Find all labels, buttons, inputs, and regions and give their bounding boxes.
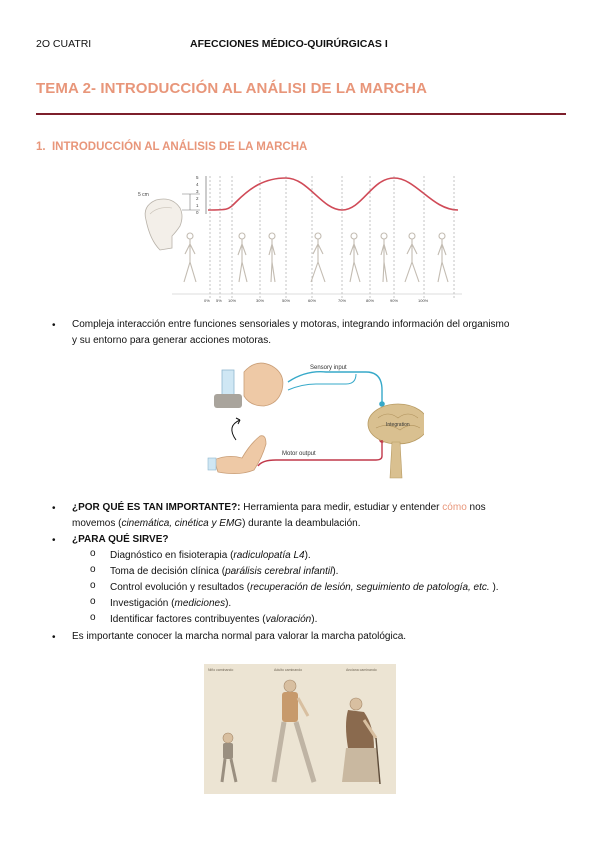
y-tick: 5	[196, 175, 199, 180]
y-tick: 2	[196, 196, 199, 201]
paragraph-importance	[72, 500, 486, 532]
section-number: 1.	[36, 141, 46, 153]
use-item: Toma de decisión clínica (parálisis cerebral infantil).	[110, 566, 339, 577]
y-tick: 4	[196, 182, 199, 187]
importance-text-end: nos	[466, 502, 486, 513]
use-item: Control evolución y resultados (recuperación de lesión, seguimiento de patología, etc. ).	[110, 582, 499, 593]
head-icon	[244, 363, 283, 406]
title-divider	[36, 113, 566, 115]
x-tick: 5%	[216, 298, 222, 303]
use-item: Diagnóstico en fisioterapia (radiculopatía L4).	[110, 550, 311, 561]
sub-bullet-marker: o	[90, 564, 96, 575]
x-tick: 0%	[204, 298, 210, 303]
x-tick: 10%	[228, 298, 237, 303]
x-tick: 80%	[366, 298, 375, 303]
hand-icon	[214, 394, 242, 408]
scale-label: 5 cm	[138, 192, 149, 198]
sensory-input-label: Sensory input	[310, 365, 347, 371]
elder-label: Anciana caminando	[346, 668, 377, 672]
paragraph-definition	[72, 317, 509, 349]
sub-bullet-marker: o	[90, 596, 96, 607]
x-tick: 70%	[338, 298, 347, 303]
header-course: 2O CUATRI	[36, 38, 92, 50]
y-tick: 0	[196, 210, 199, 215]
sub-bullet-marker: o	[90, 580, 96, 591]
x-tick: 50%	[282, 298, 291, 303]
x-tick: 90%	[390, 298, 399, 303]
bullet-marker: •	[52, 535, 56, 546]
child-label: Niño caminando	[208, 668, 234, 672]
y-tick: 3	[196, 189, 199, 194]
adult-label: Adulto caminando	[274, 668, 303, 672]
importance-text: Herramienta para medir, estudiar y entender	[240, 502, 443, 513]
sub-bullet-marker: o	[90, 612, 96, 623]
bullet-marker: •	[52, 320, 56, 331]
use-item: Investigación (mediciones).	[110, 598, 232, 609]
glass-icon	[222, 370, 234, 396]
y-tick: 1	[196, 203, 199, 208]
motor-output-label: Motor output	[282, 451, 316, 457]
integration-label: Integration	[386, 422, 410, 428]
bullet-marker: •	[52, 503, 56, 514]
x-tick: 30%	[256, 298, 265, 303]
importance-line2-italic: cinemática, cinética y EMG	[121, 518, 243, 529]
definition-line: Compleja interacción entre funciones sensoriales y motoras, integrando información del organismo	[72, 319, 510, 330]
x-tick: 100%	[418, 298, 429, 303]
importance-accent-word: cómo	[442, 502, 467, 513]
section-title: INTRODUCCIÓN AL ANÁLISIS DE LA MARCHA	[51, 141, 308, 153]
sensorimotor-loop-figure	[206, 360, 424, 484]
section-heading	[36, 141, 307, 153]
importance-heading: ¿POR QUÉ ES TAN IMPORTANTE?:	[72, 502, 241, 513]
page-title: TEMA 2- INTRODUCCIÓN AL ANÁLISI DE LA MARCHA	[36, 80, 428, 97]
importance-line2-end: ) durante la deambulación.	[242, 518, 361, 529]
definition-line: y su entorno para generar acciones motoras.	[72, 335, 271, 346]
sub-bullet-marker: o	[90, 548, 96, 559]
x-tick: 60%	[308, 298, 317, 303]
importance-line2-start: movemos (	[72, 518, 122, 529]
brainstem-icon	[390, 442, 402, 478]
uses-heading: ¿PARA QUÉ SIRVE?	[72, 534, 169, 545]
paragraph-normal-gait: Es importante conocer la marcha normal para valorar la marcha patológica.	[72, 631, 407, 642]
bullet-marker: •	[52, 632, 56, 643]
gait-across-ages-figure	[204, 664, 396, 794]
use-item: Identificar factores contribuyentes (valoración).	[110, 614, 318, 625]
gait-cycle-figure	[132, 170, 466, 306]
header-subject: AFECCIONES MÉDICO-QUIRÚRGICAS I	[190, 38, 388, 50]
